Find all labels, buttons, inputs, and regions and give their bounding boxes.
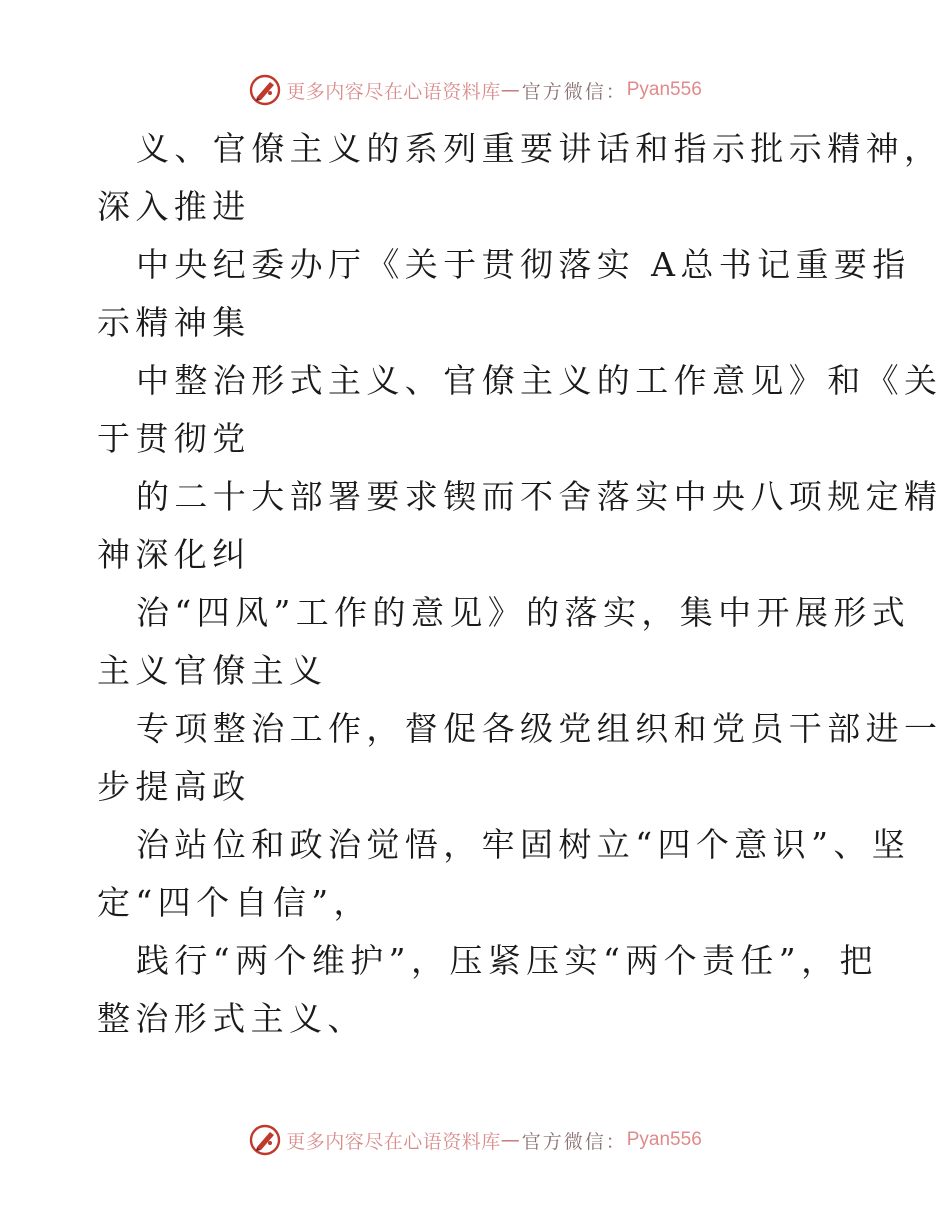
body-line: 的二十大部署要求锲而不舍落实中央八项规定精: [136, 477, 943, 516]
body-line: 义、官僚主义的系列重要讲话和指示批示精神，: [136, 129, 943, 168]
footer-wechat-id: Pyan556: [626, 1129, 702, 1150]
body-line: 深入推进: [97, 187, 251, 226]
footer-watermark: [0, 1120, 950, 1160]
body-line: 专项整治工作，督促各级党组织和党员干部进一: [136, 709, 943, 748]
header-wechat-label: 官方微信：: [521, 80, 627, 103]
body-line: 中央纪委办厅《关于贯彻落实 A总书记重要指: [136, 245, 911, 284]
body-line: 步提高政: [97, 767, 251, 806]
body-line: 治“四风”工作的意见》的落实，集中开展形式: [136, 593, 911, 632]
header-separator: —: [500, 79, 520, 101]
document-body: [97, 120, 943, 1048]
header-watermark: [0, 70, 950, 110]
body-line: 于贯彻党: [97, 419, 251, 458]
body-line: 治站位和政治觉悟，牢固树立“四个意识”、坚: [136, 825, 911, 864]
body-line: 示精神集: [97, 303, 251, 342]
body-line: 主义官僚主义: [97, 651, 328, 690]
footer-brand: 更多内容尽在心语资料库: [286, 1130, 501, 1153]
body-line: 中整治形式主义、官僚主义的工作意见》和《关: [136, 361, 943, 400]
pen-logo-icon: [248, 73, 282, 107]
body-line: 整治形式主义、: [97, 999, 366, 1038]
header-brand: 更多内容尽在心语资料库: [286, 80, 501, 103]
footer-separator: —: [500, 1129, 520, 1151]
body-line: 神深化纠: [97, 535, 251, 574]
footer-wechat-label: 官方微信：: [521, 1130, 627, 1153]
pen-logo-icon: [248, 1123, 282, 1157]
body-line: 践行“两个维护”，压紧压实“两个责任”，把: [136, 941, 878, 980]
header-wechat-id: Pyan556: [626, 79, 702, 100]
body-line: 定“四个自信”，: [97, 883, 372, 922]
